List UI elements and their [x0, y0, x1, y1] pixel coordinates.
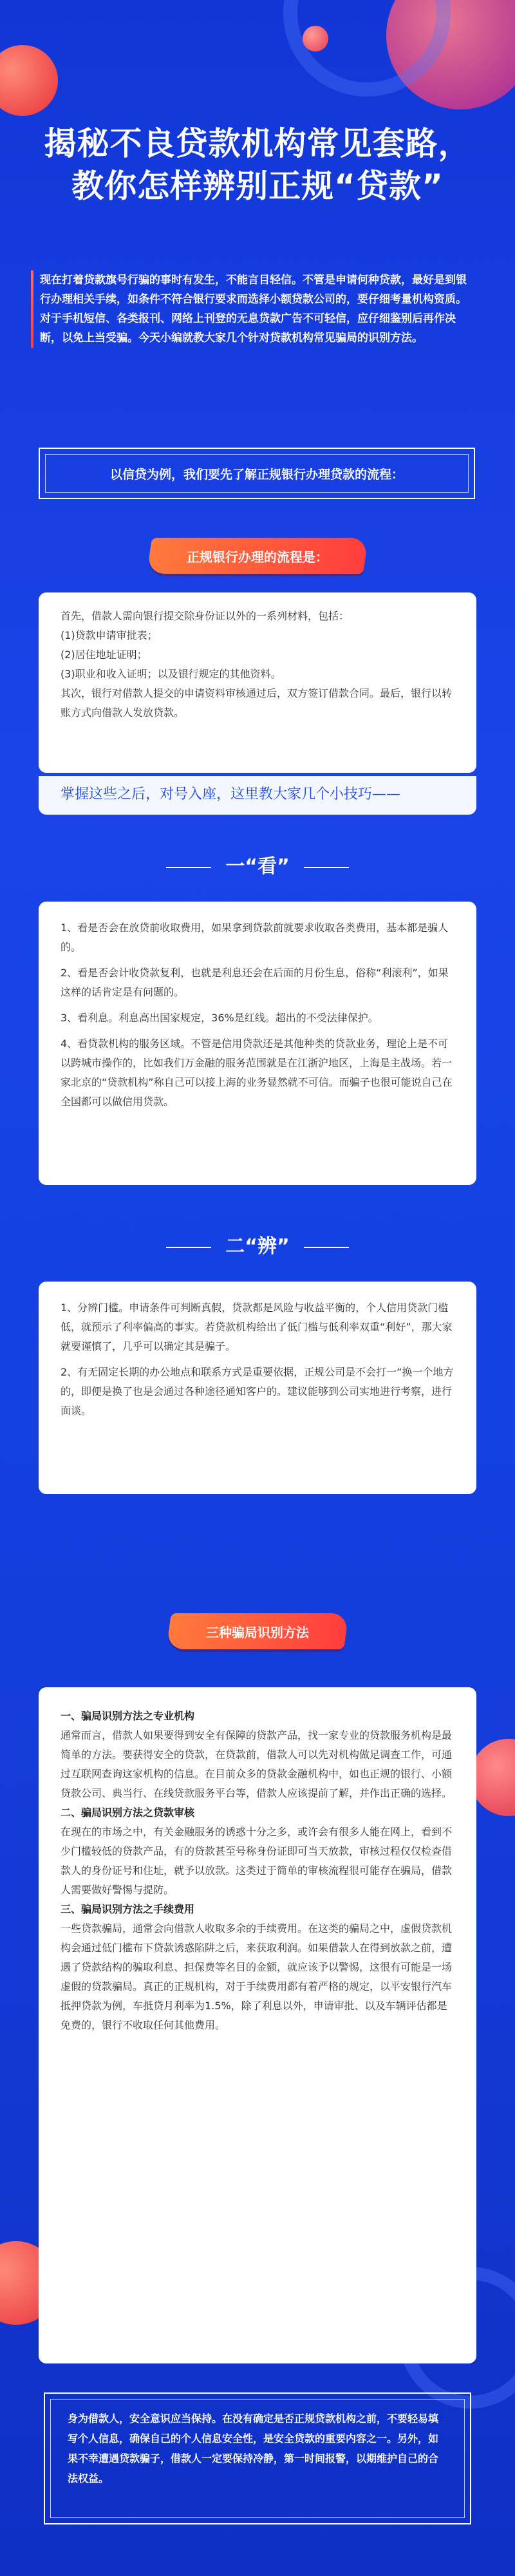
decor-circle-mid-right	[470, 1739, 515, 1816]
section-look-heading	[0, 850, 515, 878]
decor-circle-small	[303, 26, 328, 52]
intro-text	[40, 270, 475, 348]
section-distinguish-card	[39, 1282, 476, 1494]
section-distinguish-heading	[0, 1230, 515, 1258]
page-title	[0, 122, 515, 207]
methods-pill-label: 三种骗局识别方法	[206, 1624, 309, 1640]
title-line-2: 教你怎样辨别正规“贷款”	[71, 167, 444, 205]
process-line: (2)居住地址证明；	[61, 649, 147, 661]
distinguish-item: 1、分辨门槛。申请条件可判断真假，贷款都是风险与收益平衡的，个人信用贷款门槛低，就预示了利率偏高的事实。若贷款机构给出了低门槛与低利率双重“利好”，那大家就要谨慎了，几乎可以确定其是骗子。	[61, 1302, 453, 1352]
method-heading: 三、骗局识别方法之手续费用	[61, 1903, 195, 1915]
look-item: 2、看是否会计收贷款复利，也就是利息还会在后面的月份生息，俗称“利滚利”，如果这样的话肯定是有问题的。	[61, 967, 449, 998]
process-line: (1)贷款申请审批表；	[61, 629, 158, 641]
heading-dash-left	[166, 1247, 211, 1248]
look-item: 1、看是否会在放贷前收取费用，如果拿到贷款前就要求收取各类费用，基本都是骗人的。	[61, 922, 449, 953]
section-look-card	[39, 902, 476, 1185]
method-body: 在现在的市场之中，有关金融服务的诱惑十分之多，或许会有很多人能在网上，看到不少门槛较低的贷款产品，有的贷款甚至号称身份证即可当天放款，审核过程仅仅检查借款人的身份证号和住址，就予以放款。这类过于简单的审核流程很可能存在骗局，借款人需要做好警惕与提防。	[61, 1826, 453, 1896]
process-line: 首先，借款人需向银行提交除身份证以外的一系列材料，包括：	[61, 610, 350, 622]
heading-dash-left	[166, 867, 211, 868]
process-card	[39, 592, 476, 773]
decor-circle-left	[0, 45, 58, 116]
process-line: 其次，银行对借款人提交的申请资料审核通过后，双方签订借款合同。最后，银行以转账方式向借款人发放贷款。	[61, 687, 453, 719]
method-body: 一些贷款骗局，通常会向借款人收取多余的手续费用。在这类的骗局之中，虚假贷款机构会通过低门槛布下贷款诱惑陷阱之后，来获取利润。如果借款人在得到放款之前，遭遇了贷款结构的骗取利息、担保费等名目的金额，就应该予以警惕，这很有可能是一场虚假的贷款骗局。真正的正规机构，对于手续费用都有着严格的规定，以平安银行汽车抵押贷款为例，车抵贷月利率为1.5%，除了利息以外，申请审批、以及车辆评估都是免费的，银行不收取任何其他费用。	[61, 1922, 453, 2031]
section-look-heading-text: 一“看”	[225, 855, 290, 878]
example-banner	[39, 448, 475, 499]
process-note-card	[39, 776, 476, 815]
look-item: 4、看贷款机构的服务区域。不管是信用贷款还是其他种类的贷款业务，理论上是不可以跨城市操作的，比如我们万金融的服务范围就是在江浙沪地区，上海是主战场。若一家北京的“贷款机构”称自己可以接上海的业务显然就不可信。而骗子也很可能说自己在全国都可以做信用贷款。	[61, 1037, 453, 1108]
intro-accent-bar	[31, 270, 33, 348]
heading-dash-right	[304, 867, 349, 868]
process-note: 掌握这些之后，对号入座，这里教大家几个小技巧——	[61, 786, 401, 802]
look-item: 3、看利息。利息高出国家规定，36%是红线。超出的不受法律保护。	[61, 1012, 379, 1024]
closing-text: 身为借款人，安全意识应当保持。在没有确定是否正规贷款机构之前，不要轻易填写个人信息，确保自己的个人信息安全性，是安全贷款的重要内容之一。另外，如果不幸遭遇贷款骗子，借款人一定要保持冷静，第一时间报警，以期维护自己的合法权益。	[50, 2399, 465, 2518]
process-pill	[147, 538, 368, 574]
method-heading: 一、骗局识别方法之专业机构	[61, 1710, 195, 1722]
title-line-1: 揭秘不良贷款机构常见套路，	[44, 125, 471, 162]
distinguish-item: 2、有无固定长期的办公地点和联系方式是重要依据，正规公司是不会打一“换一个地方的，即便是换了也是会通过各种途径通知客户的。建议能够到公司实地进行考察，进行面谈。	[61, 1366, 454, 1417]
method-body: 通常而言，借款人如果要得到安全有保障的贷款产品，找一家专业的贷款服务机构是最简单的方法。要获得安全的贷款，在贷款前，借款人可以先对机构做足调查工作，可通过互联网查询这家机构的信息。在目前众多的贷款金融机构中，如也正规的银行、小额贷款公司、典当行、在线贷款服务平台等，借款人应该提前了解，并作出正确的选择。	[61, 1729, 453, 1799]
method-heading: 二、骗局识别方法之贷款审核	[61, 1806, 195, 1819]
closing-box	[44, 2392, 471, 2524]
intro-paragraph: 现在打着贷款旗号行骗的事时有发生，不能言目轻信。不管是申请何种贷款，最好是到银行办理相关手续，如条件不符合银行要求而选择小额贷款公司的，要仔细考量机构资质。对于手机短信、各类报刊、网络上刊登的无息贷款广告不可轻信，应仔细鉴别后再作决断，以免上当受骗。今天小编就教大家几个针对贷款机构常见骗局的识别方法。	[40, 274, 467, 345]
process-pill-label: 正规银行办理的流程是：	[187, 549, 328, 565]
methods-pill	[166, 1613, 349, 1649]
example-banner-text: 以信贷为例，我们要先了解正规银行办理贷款的流程：	[45, 454, 469, 493]
section-distinguish-heading-text: 二“辨”	[225, 1235, 290, 1258]
heading-dash-right	[304, 1247, 349, 1248]
process-line: (3)职业和收入证明；以及银行规定的其他资料。	[61, 668, 281, 680]
methods-card	[39, 1687, 476, 2363]
